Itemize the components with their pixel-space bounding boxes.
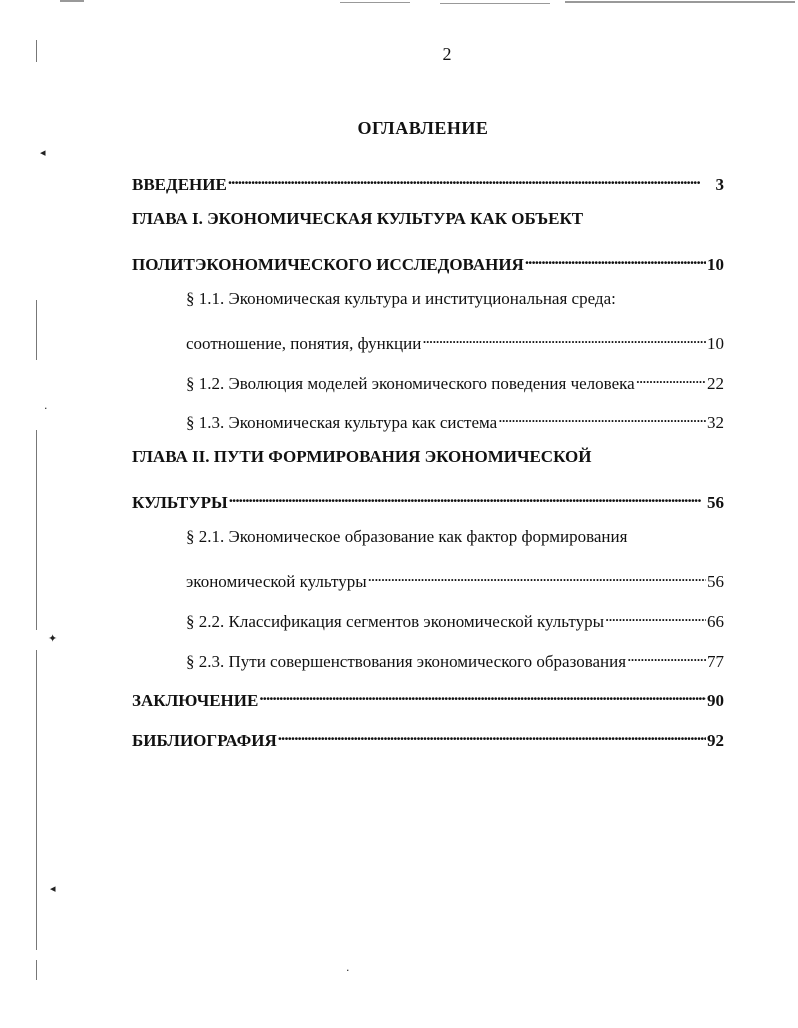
toc-entry-text: § 1.1. Экономическая культура и институциональная среда: xyxy=(186,289,616,308)
toc-entry-text: соотношение, понятия, функции xyxy=(186,334,422,353)
toc-entry-text: ЗАКЛЮЧЕНИЕ xyxy=(132,691,259,710)
toc-page-number: 92 xyxy=(707,731,724,750)
toc-entry-text: ГЛАВА I. ЭКОНОМИЧЕСКАЯ КУЛЬТУРА КАК ОБЪЕКТ xyxy=(132,209,584,228)
toc-entry-section-1-2[interactable] xyxy=(186,367,724,395)
toc-entry-section-1-1[interactable] xyxy=(186,288,724,310)
toc-entry-bibliography[interactable] xyxy=(132,724,724,752)
dot-leader xyxy=(605,605,706,627)
toc-entry-text: ГЛАВА II. ПУТИ ФОРМИРОВАНИЯ ЭКОНОМИЧЕСКОЙ xyxy=(132,447,592,466)
toc-page-number: 56 xyxy=(707,493,724,512)
dot-leader xyxy=(228,168,715,190)
dot-leader xyxy=(278,724,706,746)
scan-speck: ◂ xyxy=(50,882,56,895)
toc-entry-section-2-1-cont[interactable] xyxy=(186,565,724,593)
toc-entry-text: ВВЕДЕНИЕ xyxy=(132,175,227,194)
dot-leader xyxy=(498,406,706,428)
toc-entry-text: экономической культуры xyxy=(186,572,367,591)
toc-entry-text: БИБЛИОГРАФИЯ xyxy=(132,731,277,750)
toc-entry-text: КУЛЬТУРЫ xyxy=(132,493,228,512)
toc-page-number: 10 xyxy=(707,255,724,274)
dot-leader xyxy=(525,248,706,270)
toc-entry-chapter-1-cont[interactable] xyxy=(132,248,724,276)
toc-entry-text: § 2.3. Пути совершенствования экономического образования xyxy=(186,652,627,671)
toc-page-number: 90 xyxy=(707,691,724,710)
toc-page-number: 77 xyxy=(707,652,724,671)
toc-page-number: 22 xyxy=(707,374,724,393)
toc-entry-intro[interactable] xyxy=(132,168,724,196)
page-title: ОГЛАВЛЕНИЕ xyxy=(357,118,489,138)
toc-page-number: 10 xyxy=(707,334,724,353)
toc-entry-text: ПОЛИТЭКОНОМИЧЕСКОГО ИССЛЕДОВАНИЯ xyxy=(132,255,524,274)
toc-entry-section-2-2[interactable] xyxy=(186,605,724,633)
toc-entry-text: § 2.2. Классификация сегментов экономической культуры xyxy=(186,612,605,631)
scan-speck: ‧ xyxy=(346,964,350,977)
toc-entry-chapter-2[interactable] xyxy=(132,446,724,468)
dot-leader xyxy=(368,565,706,587)
toc-entry-section-2-1[interactable] xyxy=(186,526,724,548)
dot-leader xyxy=(627,645,706,667)
toc-page-number: 3 xyxy=(715,175,724,194)
toc-page-number: 56 xyxy=(707,572,724,591)
toc-entry-conclusion[interactable] xyxy=(132,684,724,712)
scan-speck: ✦ xyxy=(48,632,58,645)
dot-leader xyxy=(259,684,706,706)
toc-entry-section-1-1-cont[interactable] xyxy=(186,327,724,355)
toc-entry-section-2-3[interactable] xyxy=(186,645,724,673)
scan-speck: ◂ xyxy=(40,146,46,159)
dot-leader xyxy=(229,486,706,508)
dot-leader xyxy=(636,367,706,389)
page-number: 2 xyxy=(442,44,452,64)
scan-speck: ‧ xyxy=(44,402,48,415)
toc-entry-chapter-2-cont[interactable] xyxy=(132,486,724,514)
toc-entry-section-1-3[interactable] xyxy=(186,406,724,434)
dot-leader xyxy=(422,327,706,349)
toc-entry-text: § 2.1. Экономическое образование как фактор формирования xyxy=(186,527,628,546)
toc-entry-chapter-1[interactable] xyxy=(132,208,724,230)
toc-entry-text: § 1.2. Эволюция моделей экономического поведения человека xyxy=(186,374,635,393)
toc-entry-text: § 1.3. Экономическая культура как система xyxy=(186,413,498,432)
toc-page-number: 66 xyxy=(707,612,724,631)
toc-page-number: 32 xyxy=(707,413,724,432)
